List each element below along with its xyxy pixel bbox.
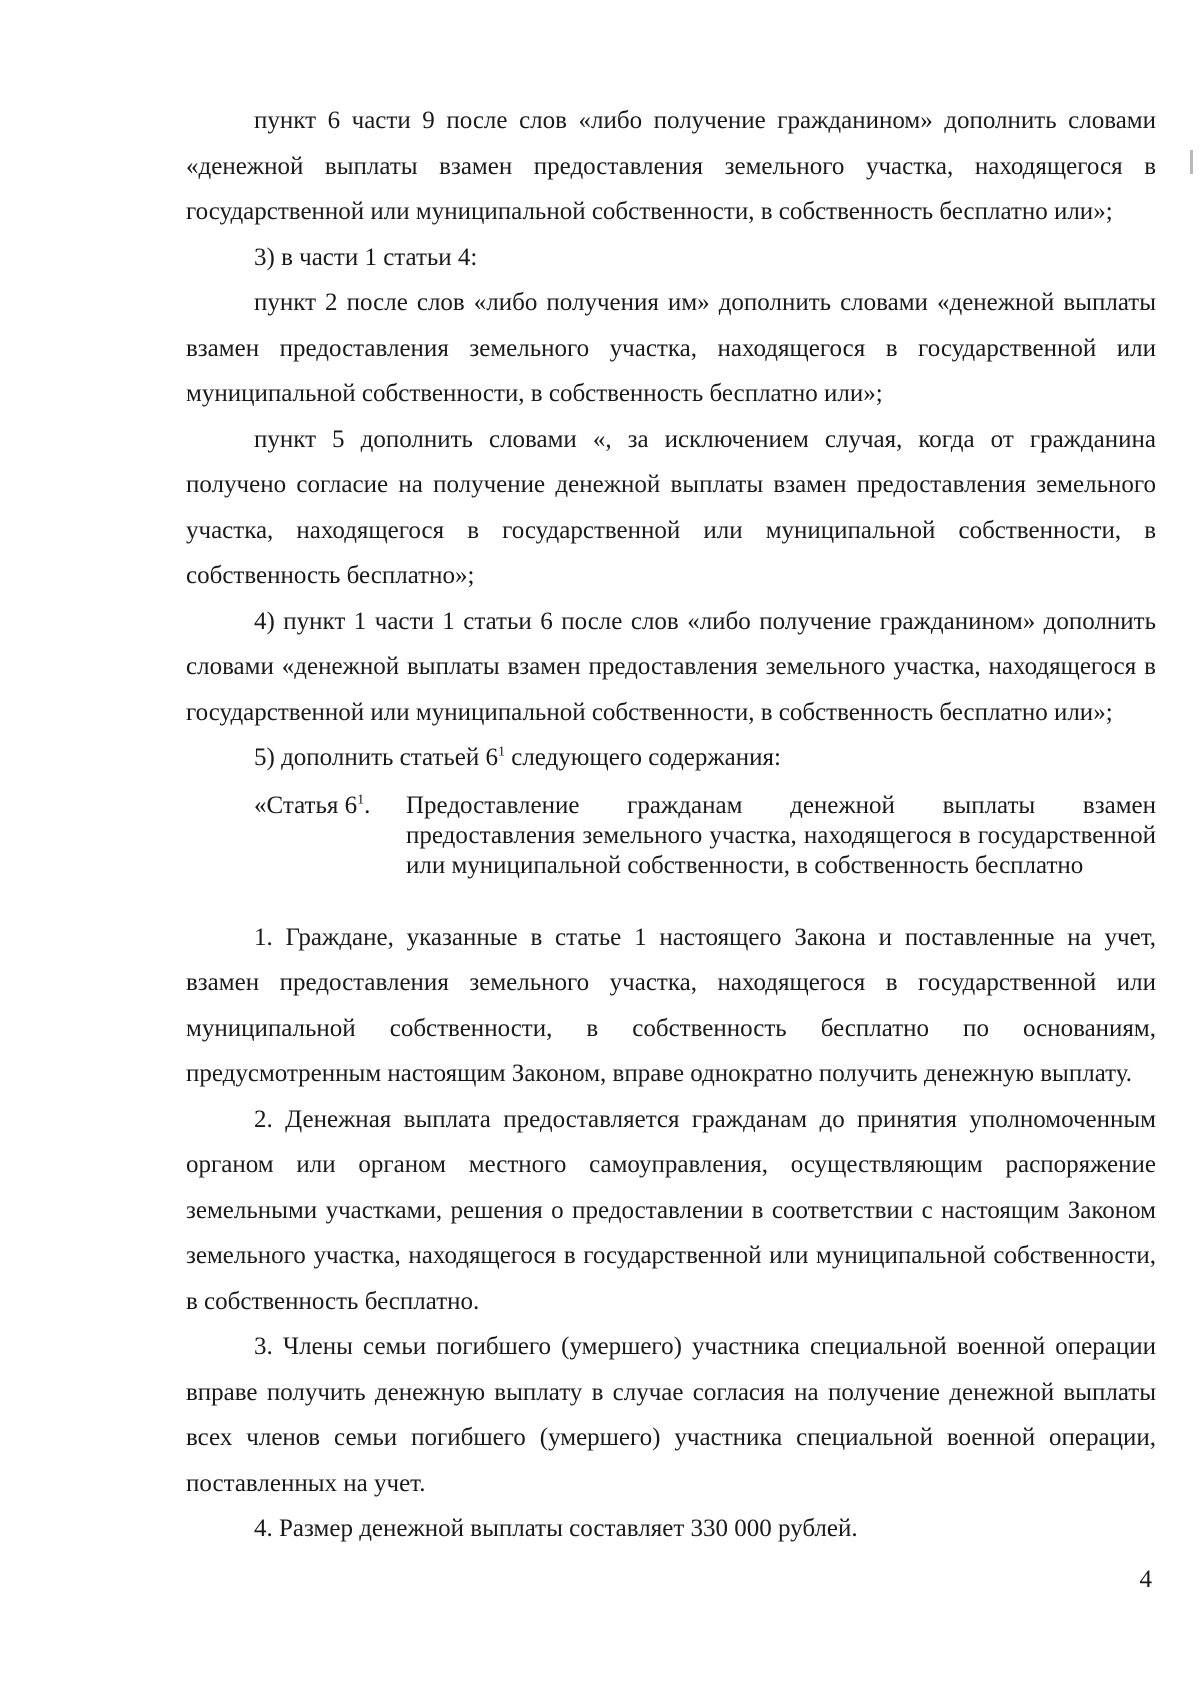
item5-after: следующего содержания: — [504, 744, 781, 771]
article-number-superscript: 1 — [357, 792, 365, 808]
paragraph-item3: 3) в части 1 статьи 4: — [254, 243, 478, 271]
item5-superscript: 1 — [497, 744, 505, 760]
article-heading — [186, 781, 1156, 915]
paragraph-item4: 4) пункт 1 части 1 статьи 6 после слов «либо получение гражданином» дополнить словами «денежной выплаты взамен предоставления земельного участка, находящегося в государственной или муниципальной собственности, в собственность бесплатно или»; — [186, 607, 1156, 726]
article-number — [186, 791, 406, 881]
article-number-prefix: «Статья 6 — [254, 791, 358, 819]
page-number: 4 — [1139, 1566, 1152, 1593]
item5-text: 5) дополнить статьей 6 — [254, 744, 498, 771]
clause-2: 2. Денежная выплата предоставляется гражданам до принятия уполномоченным органом или органом местного самоуправления, осуществляющим распоряжение земельными участками, решения о предоставлении в соответствии с настоящим Законом земельного участка, находящегося в государственной или муниципальной собственности, в собственность бесплатно. — [186, 1105, 1156, 1315]
article-title: Предоставление гражданам денежной выплаты взамен предоставления земельного участка, находящегося в государственной или муниципальной собственности, в собственность бесплатно — [406, 791, 1156, 879]
document-body — [186, 98, 1156, 1552]
clause-4: 4. Размер денежной выплаты составляет 330 000 рублей. — [254, 1515, 858, 1542]
paragraph-point6-part9: пункт 6 части 9 после слов «либо получение гражданином» дополнить словами «денежной выплаты взамен предоставления земельного участка, находящегося в государственной или муниципальной собственности, в собственность бесплатно или»; — [186, 107, 1156, 225]
paragraph-item5 — [186, 735, 1156, 781]
clause-3: 3. Члены семьи погибшего (умершего) участника специальной военной операции вправе получить денежную выплату в случае согласия на получение денежной выплаты всех членов семьи погибшего (умершего) участника специальной военной операции, поставленных на учет. — [186, 1333, 1156, 1497]
scan-margin-mark — [1190, 150, 1193, 174]
paragraph-point2: пункт 2 после слов «либо получения им» дополнить словами «денежной выплаты взамен предоставления земельного участка, находящегося в государственной или муниципальной собственности, в собственность бесплатно или»; — [186, 289, 1156, 407]
clause-1: 1. Граждане, указанные в статье 1 настоящего Закона и поставленные на учет, взамен предоставления земельного участка, находящегося в государственной или муниципальной собственности, в собственность бесплатно по основаниям, предусмотренным настоящим Законом, вправе однократно получить денежную выплату. — [186, 923, 1156, 1087]
paragraph-point5: пункт 5 дополнить словами «, за исключением случая, когда от гражданина получено согласие на получение денежной выплаты взамен предоставления земельного участка, находящегося в государственной или муниципальной собственности, в собственность бесплатно»; — [186, 425, 1156, 589]
article-number-suffix: . — [364, 791, 371, 819]
